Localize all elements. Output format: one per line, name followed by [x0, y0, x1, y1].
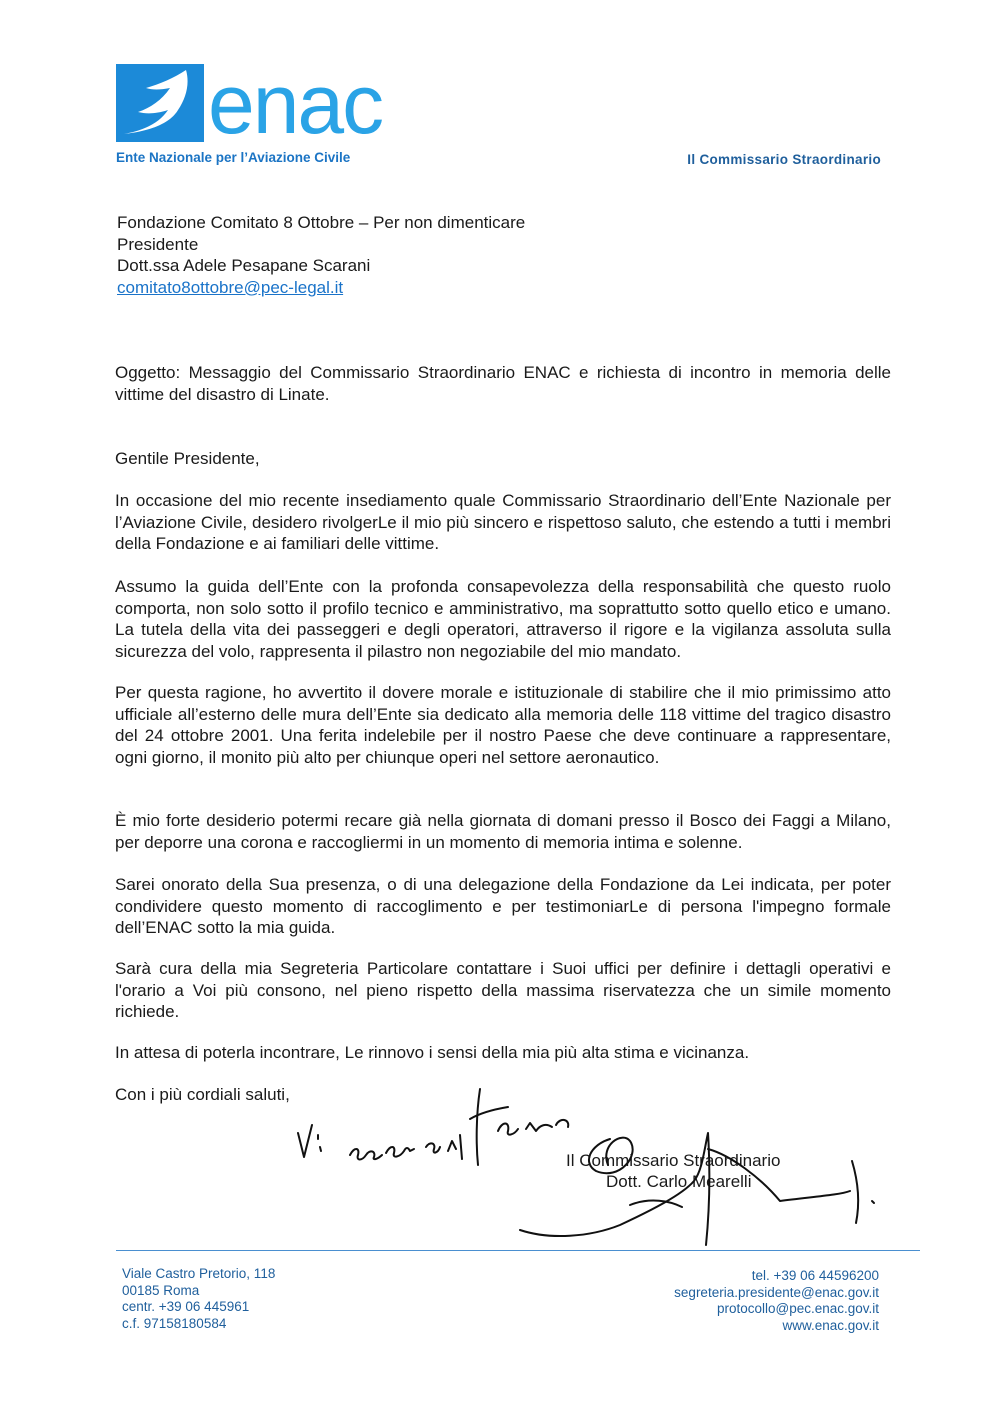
footer-switchboard: centr. +39 06 445961	[122, 1299, 250, 1314]
signer-name: Dott. Carlo Mearelli	[606, 1172, 752, 1191]
recipient-name: Dott.ssa Adele Pesapane Scarani	[117, 256, 371, 275]
footer-email-segreteria[interactable]: segreteria.presidente@enac.gov.it	[674, 1284, 879, 1300]
paragraph-text: Per questa ragione, ho avvertito il dovere morale e istituzionale di stabilire che il mio primissimo atto ufficiale all’esterno delle mura dell’Ente sia dedicato alla memoria delle 118 vittime del tragico disastro del 24 ottobre 2001. Una ferita indelebile per il nostro Paese che deve continuare a rappresentare, ogni giorno, il monito più alto per chiunque operi nel settore aeronautico.	[115, 683, 891, 767]
paragraph-text: In occasione del mio recente insediamento quale Commissario Straordinario dell’Ente Nazionale per l’Aviazione Civile, desidero rivolgerLe il mio più sincero e rispettoso saluto, che estendo a tutti i membri della Fondazione e ai familiari delle vittime.	[115, 491, 891, 553]
handwritten-signature	[290, 1085, 890, 1250]
paragraph-2	[115, 576, 891, 662]
paragraph-text: È mio forte desiderio potermi recare già nella giornata di domani presso il Bosco dei Faggi a Milano, per deporre una corona e raccogliermi in un momento di memoria intima e solenne.	[115, 811, 891, 852]
signer-title: Il Commissario Straordinario	[566, 1151, 781, 1170]
recipient-email-link[interactable]: comitato8ottobre@pec-legal.it	[117, 277, 344, 297]
paragraph-5	[115, 874, 891, 939]
footer-divider	[116, 1250, 920, 1251]
paragraph-4	[115, 810, 891, 853]
subject-text: Oggetto: Messaggio del Commissario Straordinario ENAC e richiesta di incontro in memoria delle vittime del disastro di Linate.	[115, 363, 891, 404]
paragraph-text: Sarà cura della mia Segreteria Particolare contattare i Suoi uffici per definire i dettagli operativi e l'orario a Voi più consono, nel pieno rispetto della massima riservatezza che un simile momento richiede.	[115, 959, 891, 1021]
greeting-text: Gentile Presidente,	[115, 449, 260, 468]
paragraph-7	[115, 1042, 891, 1064]
paragraph-text: Sarei onorato della Sua presenza, o di una delegazione della Fondazione da Lei indicata, per poter condividere questo momento di raccoglimento e per testimoniarLe di persona l'impegno formale dell’ENAC sotto la mia guida.	[115, 875, 891, 937]
logo-subtitle: Ente Nazionale per l’Aviazione Civile	[116, 150, 351, 165]
logo-wordmark: enac	[208, 57, 383, 151]
closing-text: Con i più cordiali saluti,	[115, 1085, 290, 1104]
footer-email-protocollo[interactable]: protocollo@pec.enac.gov.it	[716, 1301, 879, 1316]
footer-city: 00185 Roma	[122, 1282, 200, 1298]
paragraph-text: In attesa di poterla incontrare, Le rinnovo i sensi della mia più alta stima e vicinanza.	[115, 1043, 750, 1062]
paragraph-3	[115, 682, 891, 768]
letter-greeting	[115, 448, 891, 470]
office-title: Il Commissario Straordinario	[687, 152, 881, 167]
recipient-organization: Fondazione Comitato 8 Ottobre – Per non dimenticare	[117, 213, 526, 232]
paragraph-1	[115, 490, 891, 555]
footer-contacts	[674, 1268, 879, 1334]
recipient-role: Presidente	[117, 234, 199, 254]
recipient-block	[117, 212, 525, 298]
wing-icon	[116, 64, 204, 142]
footer-phone: tel. +39 06 44596200	[751, 1268, 879, 1283]
letter-subject	[115, 362, 891, 405]
footer-fiscal-code: c.f. 97158180584	[122, 1315, 227, 1331]
footer-street: Viale Castro Pretorio, 118	[122, 1266, 276, 1281]
paragraph-6	[115, 958, 891, 1023]
footer-website-link[interactable]: www.enac.gov.it	[782, 1317, 879, 1333]
footer-address	[122, 1266, 275, 1332]
enac-logo	[116, 57, 416, 174]
paragraph-text: Assumo la guida dell’Ente con la profonda consapevolezza della responsabilità che questo ruolo comporta, non solo sotto il profilo tecnico e amministrativo, ma soprattutto sotto quello etico e umano. La tutela della vita dei passeggeri e degli operatori, attraverso il rigore e la vigilanza assoluta sulla sicurezza del volo, rappresenta il pilastro non negoziabile del mio mandato.	[115, 577, 891, 661]
